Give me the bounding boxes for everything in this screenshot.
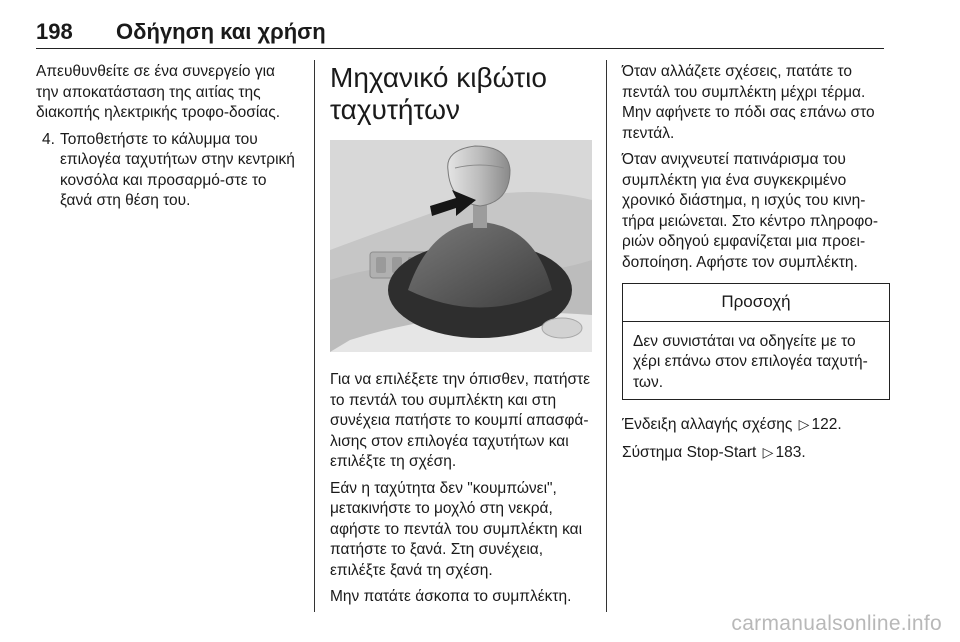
list-item-number: 4. — [42, 130, 55, 148]
caution-title: Προσοχή — [623, 284, 889, 322]
column-divider-2 — [606, 60, 607, 612]
chapter-title: Οδήγηση και χρήση — [116, 19, 326, 44]
page-number: 198 — [36, 19, 73, 44]
column-2 — [330, 62, 592, 614]
continued-paragraph: Απευθυνθείτε σε ένα συνεργείο για την αποκατάσταση της αιτίας της διακοπής ηλεκτρικής τροφο-δοσίας. — [36, 63, 281, 121]
paragraph-shifting: Όταν αλλάζετε σχέσεις, πατάτε το πεντάλ του συμπλέκτη μέχρι τέρμα. Μην αφήνετε το πόδι σας επάνω στο πεντάλ. — [622, 63, 875, 142]
cross-reference-stop-start[interactable]: Σύστημα Stop-Start ▷ 183. — [622, 443, 806, 461]
list-item-4 — [36, 130, 298, 212]
column-1 — [36, 62, 298, 212]
paragraph-clutch-slip: Όταν ανιχνευτεί πατινάρισμα του συμπλέκτη για ένα συγκεκριμένο χρονικό διάστημα, η ισχύς του κινη-τήρα μειώνεται. Στο κέντρο πληροφο-ριών οδηγού εμφανίζεται μια προει-δοποίηση. Αφήστε τον συμπλέκτη. — [622, 151, 879, 271]
gear-shift-drawing — [330, 140, 592, 352]
section-title: Μηχανικό κιβώτιο ταχυτήτων — [330, 62, 547, 125]
gear-shift-illustration — [330, 140, 592, 352]
column-divider-1 — [314, 60, 315, 612]
paragraph-reverse-gear: Για να επιλέξετε την όπισθεν, πατήστε το πεντάλ του συμπλέκτη και στη συνέχεια πατήστε το κουμπί απασφά-λισης στον επιλογέα ταχυτήτων και επιλέξτε τη σχέση. — [330, 371, 591, 470]
page-header — [0, 0, 960, 50]
paragraph-gear-not-engaging: Εάν η ταχύτητα δεν "κουμπώνει", μετακινήστε το μοχλό στη νεκρά, αφήστε το πεντάλ του συμπλέκτη και πατήστε το ξανά. Στη συνέχεια, επιλέξτε ξανά τη σχέση. — [330, 479, 583, 579]
arrow-right-outline-icon: ▷ — [798, 416, 810, 432]
list-item-text: Τοποθετήστε το κάλυμμα του επιλογέα ταχυτήτων στην κεντρική κονσόλα και προσαρμό-στε το ξανά στη θέση του. — [60, 130, 295, 209]
cross-reference-gear-indicator[interactable]: Ένδειξη αλλαγής σχέσης ▷ 122. — [622, 416, 842, 433]
caution-text: Δεν συνιστάται να οδηγείτε με το χέρι επάνω στον επιλογέα ταχυτή-των. — [633, 332, 868, 391]
watermark: carmanualsonline.info — [731, 612, 942, 635]
caution-body — [623, 322, 889, 400]
arrow-right-outline-icon: ▷ — [762, 443, 774, 460]
column-3 — [622, 62, 890, 469]
caution-box — [622, 283, 890, 400]
header-rule — [36, 48, 884, 49]
paragraph-clutch-usage: Μην πατάτε άσκοπα το συμπλέκτη. — [330, 588, 572, 605]
